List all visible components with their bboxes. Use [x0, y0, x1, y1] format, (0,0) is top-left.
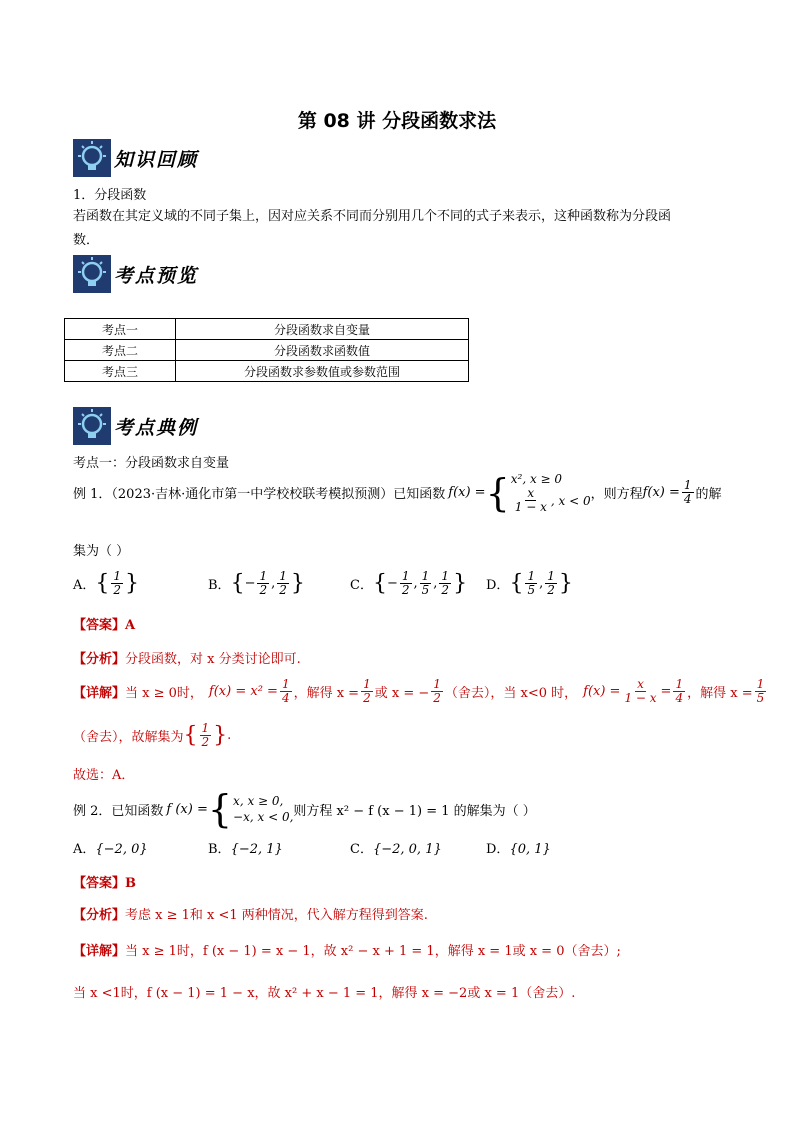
review-text-1: 若函数在其定义域的不同子集上，因对应关系不同而分别用几个不同的式子来表示，这种函数称为分段函: [73, 209, 672, 224]
section-label: 知识回顾: [114, 148, 199, 171]
option-value: {0, 1}: [509, 842, 551, 857]
option-value: {−2, 0, 1}: [372, 842, 442, 857]
detail-text: 当 x ≥ 0时，: [125, 686, 203, 701]
option-label: B．: [208, 842, 231, 857]
review-heading: 1．分段函数: [73, 188, 147, 203]
topic-table: [64, 318, 469, 382]
option-b[interactable]: B． { − $\frac{1}{2}$ , $\frac{1}{2}$ }: [208, 569, 305, 597]
case-1: x, x ≥ 0,: [233, 794, 284, 808]
option-d[interactable]: D． { $\frac{1}{5}$ , $\frac{1}{2}$ }: [486, 569, 573, 597]
lightbulb-icon: [73, 139, 111, 177]
page-title: 第 08 讲 分段函数求法: [297, 110, 497, 132]
option-b[interactable]: [208, 838, 283, 857]
option-c[interactable]: C． { − $\frac{1}{2}$ , $\frac{1}{5}$ , $\frac{1}{2}$ }: [350, 569, 468, 597]
table-cell: 考点一: [65, 319, 176, 340]
option-value: {−2, 1}: [230, 842, 283, 857]
case-2: −x, x < 0,: [233, 810, 294, 824]
example-2-answer: [73, 872, 136, 891]
piecewise-function: { x², x ≥ 0 $\frac{x}{1 - x}$ , x < 0: [485, 470, 591, 515]
frac-num: 1: [683, 478, 692, 492]
analysis-text: 分段函数，对 x 分类讨论即可.: [125, 652, 301, 667]
table-cell: 分段函数求函数值: [176, 340, 469, 361]
example-1-prefix: 例 1．（2023·吉林·通化市第一中学校校联考模拟预测）已知函数: [73, 487, 446, 502]
answer-label: 【答案】: [73, 876, 126, 891]
example-2-detail-line1: [73, 940, 621, 959]
detail-text: f(x) = x² =: [208, 684, 278, 699]
point-1-heading: 考点一：分段函数求自变量: [73, 456, 230, 471]
example-1-conclusion: 故选：A．: [73, 768, 135, 783]
detail-text: =: [660, 684, 672, 699]
section-header-review: [73, 138, 198, 178]
table-cell: 考点三: [65, 361, 176, 382]
review-text-2: 数．: [73, 233, 100, 248]
detail-text: ，解得 x =: [687, 686, 753, 701]
answer-value: B: [125, 876, 137, 891]
lightbulb-icon: [73, 407, 111, 445]
example-1-line2: 集为（ ）: [73, 544, 130, 559]
example-1-detail-line2: （舍去），故解集为 { $\frac{1}{2}$ } .: [73, 721, 232, 749]
example-2-analysis: [73, 904, 428, 923]
example-2-prefix: 例 2．已知函数: [73, 803, 164, 819]
analysis-label: 【分析】: [73, 908, 126, 923]
detail-text: （舍去），故解集为: [73, 730, 184, 745]
case-2-cond: , x < 0: [550, 493, 591, 508]
option-label: D．: [486, 578, 510, 593]
table-cell: 分段函数求自变量: [176, 319, 469, 340]
section-label: 考点典例: [114, 416, 199, 439]
detail-label: 【详解】: [73, 944, 126, 959]
section-header-examples: [73, 406, 198, 446]
option-label: C．: [350, 842, 373, 857]
table-row: [65, 361, 469, 382]
option-label: B．: [208, 578, 231, 593]
example-1-analysis: [73, 648, 301, 667]
example-2-mid: 则方程 x² − f (x − 1) = 1 的解集为（ ）: [293, 803, 536, 819]
option-label: A．: [73, 842, 96, 857]
example-1-mid: ，则方程: [590, 487, 643, 502]
example-1-answer: [73, 614, 135, 633]
section-header-preview: [73, 254, 198, 294]
detail-label: 【详解】: [73, 686, 126, 701]
option-label: C．: [350, 578, 373, 593]
case-1: x², x ≥ 0: [510, 472, 563, 486]
option-a[interactable]: A． { $\frac{1}{2}$ }: [73, 569, 140, 597]
option-label: D．: [486, 842, 510, 857]
example-2-detail-line2: 当 x <1时，f (x − 1) = 1 − x，故 x² + x − 1 = 1，解得 x = −2或 x = 1（舍去）.: [73, 986, 576, 1001]
table-row: [65, 340, 469, 361]
example-1-detail-line1: 【详解】 当 x ≥ 0时， f(x) = x² = $\frac{1}{4}$ ，解得 x = $\frac{1}{2}$ 或 x = − $\frac{1}{2}$ （舍去），当 x<0 时， f(x) = $\frac{x}{1 - x}$ = $\frac{1}{4}$ ，解得 x = $\frac{1}{5}$: [73, 677, 765, 705]
example-1-suffix: 的解: [695, 487, 722, 502]
analysis-text: 考虑 x ≥ 1和 x <1 两种情况，代入解方程得到答案.: [125, 908, 428, 923]
detail-text: （舍去），当 x<0 时，: [444, 686, 578, 701]
option-value: {−2, 0}: [95, 842, 148, 857]
lightbulb-icon: [73, 255, 111, 293]
function-name: f (x) =: [166, 801, 208, 817]
answer-value: A: [125, 618, 136, 633]
table-row: [65, 319, 469, 340]
example-1-question: 例 1．（2023·吉林·通化市第一中学校校联考模拟预测）已知函数 f(x) = { x², x ≥ 0 $\frac{x}{1 - x}$ , x < 0 ，则方程 f(x) = $\frac{1}{4}$ 的解: [73, 470, 722, 515]
frac-num: x: [527, 486, 535, 500]
option-a[interactable]: [73, 838, 148, 857]
section-label: 考点预览: [114, 264, 199, 287]
piecewise-function: { x, x ≥ 0, −x, x < 0,: [207, 787, 294, 831]
detail-text: 或 x = −: [374, 686, 430, 701]
example-2-question: [73, 787, 536, 831]
option-c[interactable]: [350, 838, 442, 857]
detail-text: ，解得 x =: [293, 686, 360, 701]
frac-den: 1 − x: [514, 500, 547, 514]
analysis-label: 【分析】: [73, 652, 126, 667]
detail-text: 当 x ≥ 1时，f (x − 1) = x − 1，故 x² − x + 1 = 1，解得 x = 1或 x = 0（舍去）;: [125, 944, 621, 959]
table-cell: 分段函数求参数值或参数范围: [176, 361, 469, 382]
frac-den: 4: [683, 492, 692, 506]
table-cell: 考点二: [65, 340, 176, 361]
option-label: A．: [73, 578, 96, 593]
detail-text: f(x) =: [583, 684, 621, 699]
detail-text: .: [227, 728, 232, 743]
answer-label: 【答案】: [73, 618, 126, 633]
option-d[interactable]: [486, 838, 551, 857]
